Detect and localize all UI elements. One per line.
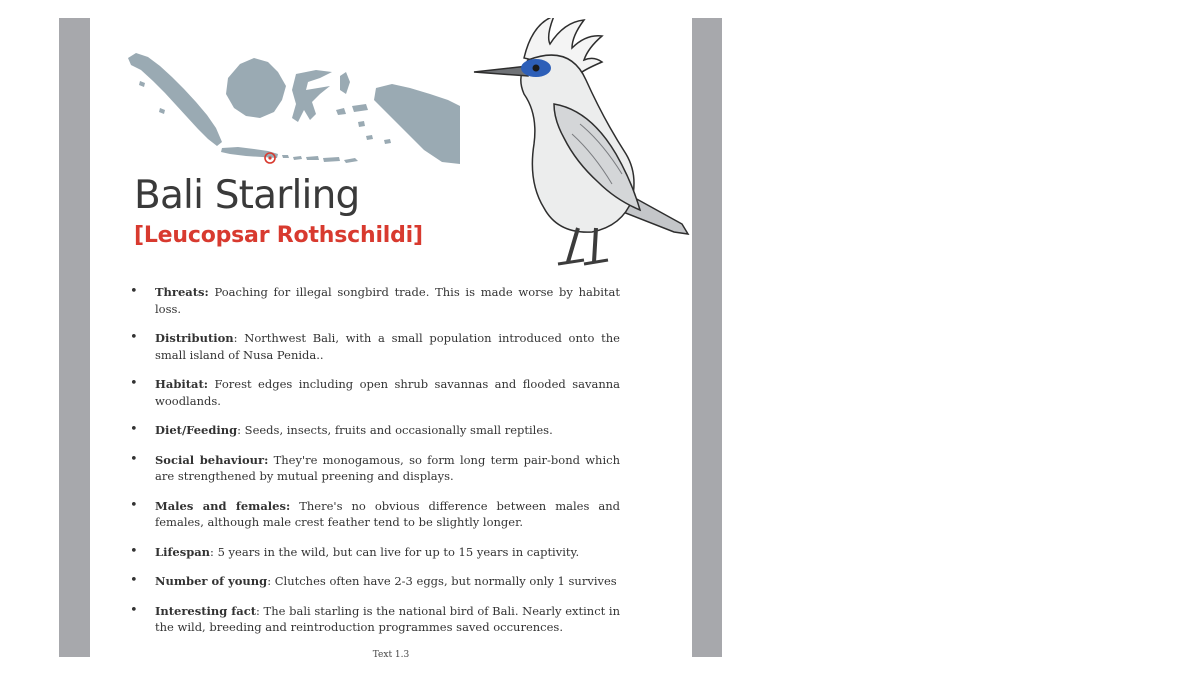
- document-page: [90, 18, 692, 657]
- fact-diet-feeding: [126, 422, 620, 439]
- fact-distribution: [126, 330, 620, 363]
- fact-text: : 5 years in the wild, but can live for up to 15 years in captivity.: [210, 544, 580, 559]
- fact-text: They're monogamous, so form long term pair-bond which are strengthened by mutual preening and displays.: [155, 452, 620, 483]
- bullet-icon: •: [130, 451, 138, 467]
- bullet-icon: •: [130, 497, 138, 513]
- bullet-icon: •: [130, 573, 138, 588]
- fact-label: Threats:: [155, 285, 209, 299]
- fact-label: Social behaviour:: [155, 452, 269, 467]
- bullet-icon: •: [130, 284, 138, 299]
- fact-label: Lifespan: [155, 544, 211, 559]
- fact-lifespan: [126, 544, 620, 561]
- fact-text: There's no obvious difference between males and females, although male crest feather tend to be slightly longer.: [155, 498, 620, 529]
- fact-text: : Seeds, insects, fruits and occasionally small reptiles.: [237, 423, 553, 437]
- fact-text: : Clutches often have 2-3 eggs, but normally only 1 survives: [267, 574, 617, 588]
- fact-text: : Northwest Bali, with a small population introduced onto the small island of Nusa Penida..: [155, 331, 620, 362]
- fact-label: Interesting fact: [155, 603, 257, 618]
- page-title: Bali Starling: [134, 173, 360, 218]
- bullet-icon: •: [130, 330, 138, 345]
- bullet-icon: •: [130, 543, 138, 559]
- fact-threats: [126, 284, 620, 317]
- fact-text: Poaching for illegal songbird trade. This is made worse by habitat loss.: [155, 285, 620, 316]
- scientific-name: [Leucopsar Rothschildi]: [134, 223, 423, 248]
- bali-starling-bird-icon: [462, 18, 692, 268]
- fact-habitat: [126, 376, 620, 409]
- fact-males-and-females: [126, 498, 620, 531]
- fact-text: Forest edges including open shrub savannas and flooded savanna woodlands.: [155, 377, 620, 408]
- fact-label: Habitat:: [155, 377, 209, 391]
- indonesia-map-icon: [126, 36, 462, 178]
- bullet-icon: •: [130, 376, 138, 391]
- fact-number-of-young: [126, 573, 620, 590]
- facts-list: [126, 284, 620, 649]
- fact-social-behaviour: [126, 452, 620, 485]
- fact-label: Distribution: [155, 331, 234, 345]
- page-label: Text 1.3: [372, 650, 410, 657]
- fact-interesting-fact: [126, 603, 620, 636]
- fact-text: : The bali starling is the national bird of Bali. Nearly extinct in the wild, breeding and reintroduction programmes saved occurences.: [155, 603, 621, 634]
- fact-label: Males and females:: [155, 498, 291, 513]
- bullet-icon: •: [130, 602, 138, 618]
- fact-label: Number of young: [155, 574, 268, 588]
- bullet-icon: •: [130, 422, 138, 437]
- fact-label: Diet/Feeding: [155, 423, 238, 437]
